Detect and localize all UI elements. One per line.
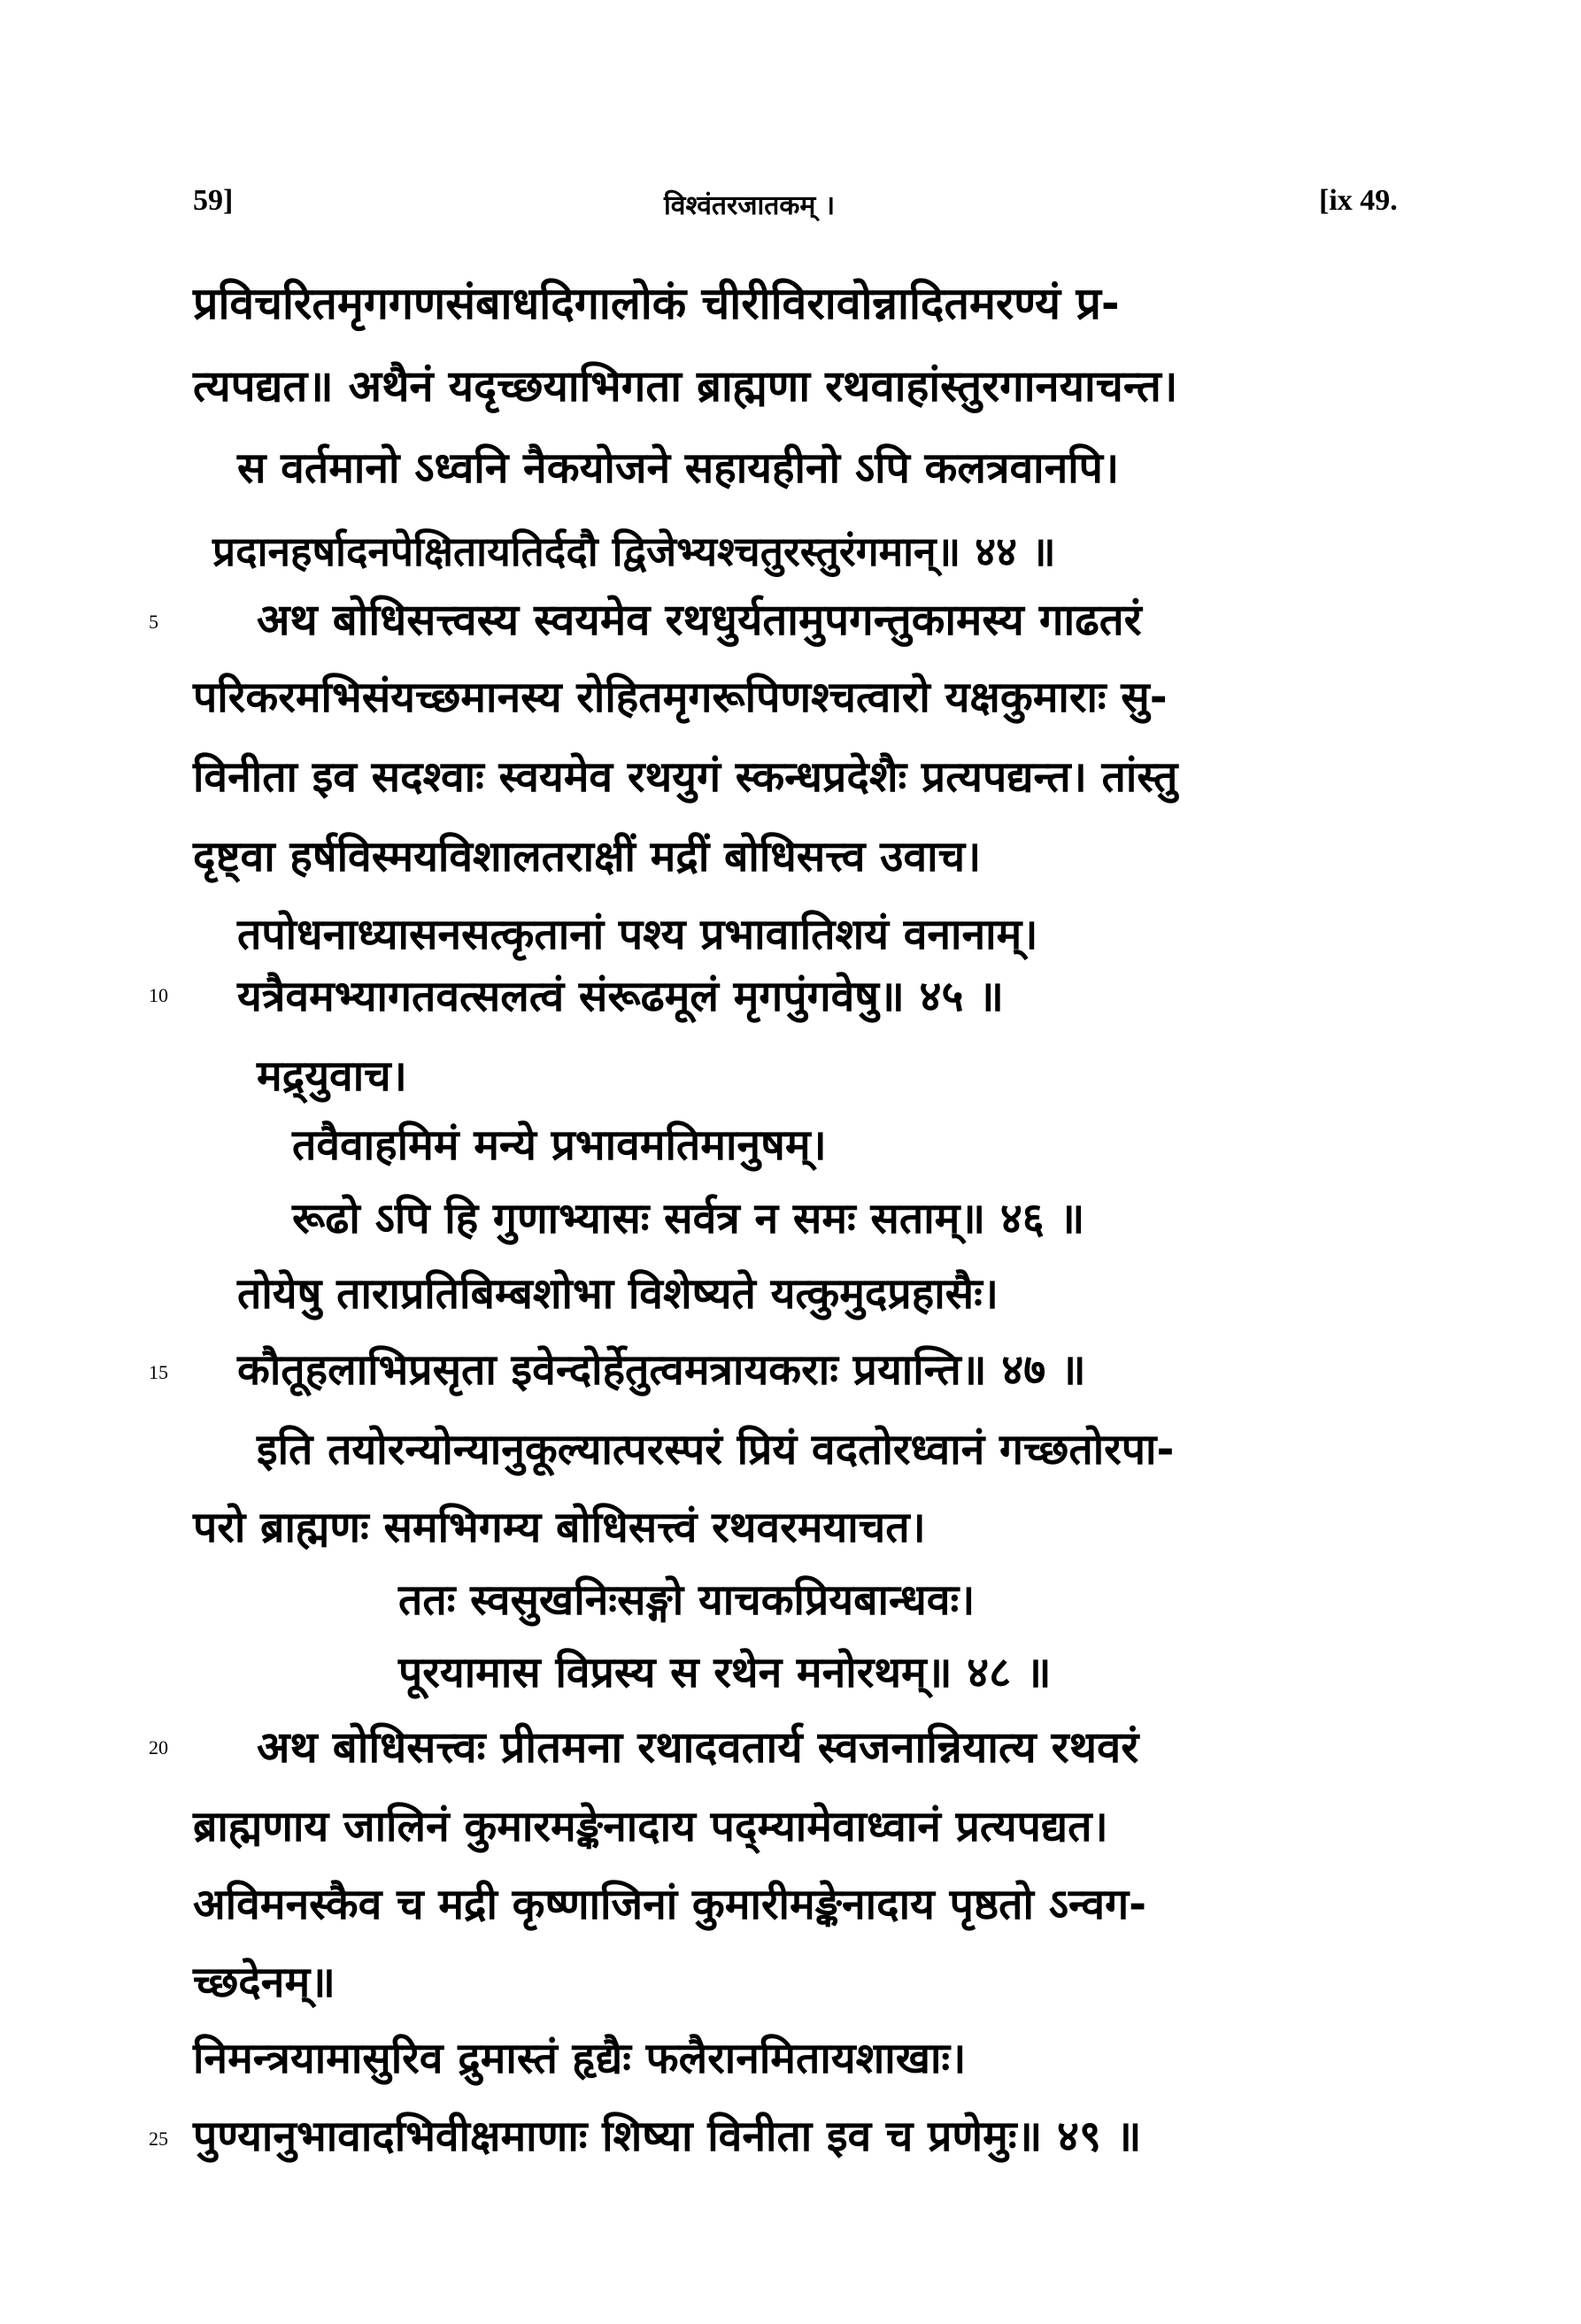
page-header (0, 184, 1581, 237)
text-line: अथ बोधिसत्त्वस्य स्वयमेव रथधुर्यतामुपगन्तुकामस्य गाढतरं (257, 595, 1142, 645)
line-number: 25 (149, 2128, 168, 2150)
verse-line: तपोधनाध्यासनसत्कृतानां पश्य प्रभावातिशयं वनानाम्। (237, 910, 1038, 959)
verse-line: यत्रैवमभ्यागतवत्सलत्वं संरूढमूलं मृगपुंगवेषु॥ ४५ ॥ (237, 972, 1004, 1021)
verse-line: तोयेषु ताराप्रतिबिम्बशोभा विशेष्यते यत्कुमुदप्रहासैः। (237, 1269, 999, 1319)
text-line: च्छदेनम्॥ (193, 1958, 335, 2007)
verse-line: निमन्त्रयामासुरिव द्रुमास्तं हृद्यैः फलैरानमितायशाखाः। (193, 2034, 967, 2083)
verse-line: रूढो ऽपि हि गुणाभ्यासः सर्वत्र न समः सताम्॥ ४६ ॥ (292, 1194, 1085, 1243)
text-line: विनीता इव सदश्वाः स्वयमेव रथयुगं स्कन्धप्रदेशैः प्रत्यपद्यन्त। तांस्तु (193, 752, 1178, 802)
verse-line: प्रदानहर्षादनपेक्षितायतिर्ददौ द्विजेभ्यश्चतुरस्तुरंगमान्॥ ४४ ॥ (212, 527, 1056, 575)
text-line: त्यपद्यत॥ अथैनं यदृच्छयाभिगता ब्राह्मणा रथवाहांस्तुरगानयाचन्त। (193, 361, 1178, 412)
line-number: 10 (149, 984, 168, 1006)
verse-line: पूरयामास विप्रस्य स रथेन मनोरथम्॥ ४८ ॥ (398, 1648, 1052, 1697)
text-line: ब्राह्मणाय जालिनं कुमारमङ्केनादाय पद्म्यामेवाध्वानं प्रत्यपद्यत। (193, 1802, 1108, 1851)
line-number: 20 (149, 1736, 168, 1758)
verse-line: कौतूहलाभिप्रसृता इवेन्दोर्हेतुत्वमत्रायकराः प्रयान्ति॥ ४७ ॥ (237, 1345, 1086, 1395)
verse-line: तवैवाहमिमं मन्ये प्रभावमतिमानुषम्। (292, 1120, 827, 1170)
verse-line: ततः स्वसुखनिःसङ्गो याचकप्रियबान्धवः। (398, 1575, 976, 1625)
speaker-line: मद्र्युवाच। (257, 1051, 407, 1101)
text-line: अथ बोधिसत्त्वः प्रीतमना रथादवतार्य स्वजनान्नियात्य रथवरं (257, 1722, 1139, 1773)
text-line: इति तयोरन्योन्यानुकूल्यात्परस्परं प्रियं वदतोरध्वानं गच्छतोरपा- (257, 1425, 1175, 1474)
text-line: परो ब्राह्मणः समभिगम्य बोधिसत्त्वं रथवरमयाचत। (193, 1503, 926, 1552)
verse-line: पुण्यानुभावादभिवीक्षमाणाः शिष्या विनीता इव च प्रणेमुः॥ ४९ ॥ (193, 2112, 1142, 2161)
text-line: प्रविचरितमृगगणसंबाधदिगालोकं चीरीविरावोन्नादितमरण्यं प्र- (193, 278, 1120, 329)
text-line: अविमनस्कैव च मद्री कृष्णाजिनां कुमारीमङ्केनादाय पृष्ठतो ऽन्वग- (193, 1880, 1147, 1929)
line-number: 5 (149, 611, 158, 633)
section-reference: [ix 49. (1319, 184, 1398, 217)
page-number: 59] (193, 184, 234, 217)
text-line: परिकरमभिसंयच्छमानस्य रोहितमृगरूपिणश्चत्वारो यक्षकुमाराः सु- (193, 673, 1168, 722)
text-line: दृष्ट्वा हर्षविस्मयविशालतराक्षीं मद्रीं बोधिसत्त्व उवाच। (193, 832, 982, 881)
running-title: विश्वंतरजातकम् । (664, 190, 836, 221)
verse-line: स वर्तमानो ऽध्वनि नैकयोजने सहायहीनो ऽपि कलत्रवानपि। (237, 443, 1120, 493)
line-number: 15 (149, 1361, 168, 1383)
